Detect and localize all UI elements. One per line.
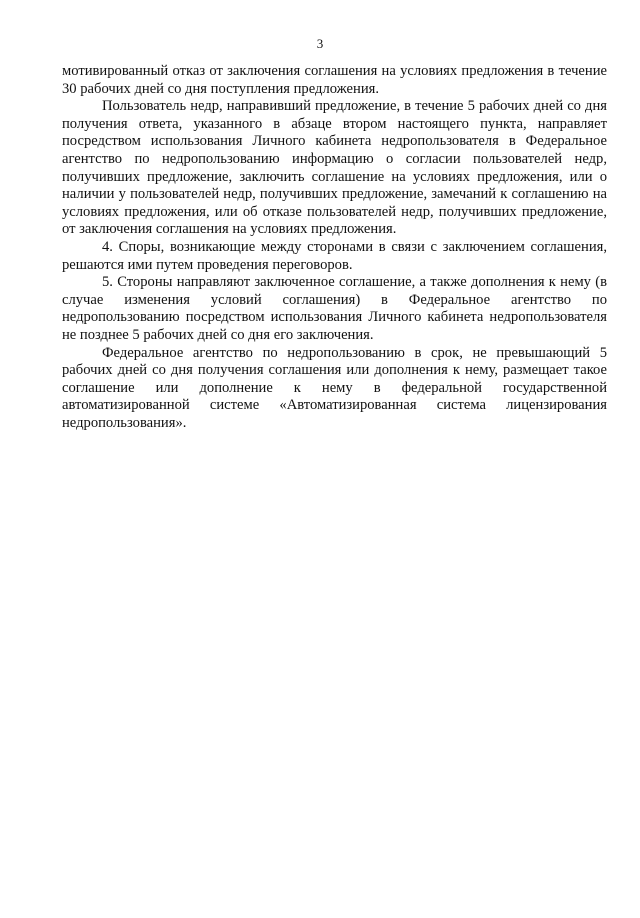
paragraph-item-4-disputes: 4. Споры, возникающие между сторонами в связи с заключением соглашения, решаются ими путем проведения переговоров. bbox=[62, 238, 607, 273]
paragraph-item-5-submission: 5. Стороны направляют заключенное соглашение, а также дополнения к нему (в случае изменения условий соглашения) в Федеральное агентство по недропользованию посредством использования Личного кабинета недропользователя не позднее 5 рабочих дней со дня его заключения. bbox=[62, 274, 607, 343]
paragraph-continuation: мотивированный отказ от заключения соглашения на условиях предложения в течение 30 рабочих дней со дня поступления предложения. bbox=[62, 63, 607, 97]
paragraph-agency-publication: Федеральное агентство по недропользованию в срок, не превышающий 5 рабочих дней со дня получения соглашения или дополнения к нему, размещает такое соглашение или дополнение к нему в федеральной государственной автоматизированной системе «Автоматизированная система лицензирования недропользования». bbox=[62, 344, 607, 431]
paragraph-user-response: Пользователь недр, направивший предложение, в течение 5 рабочих дней со дня получения ответа, указанного в абзаце втором настоящего пункта, направляет посредством использования Личного кабинета недропользователя в Федеральное агентство по недропользованию информацию о согласии пользователей недр, получивших предложение, заключить соглашение на условиях предложения, или о наличии у пользователей недр, получивших предложение, замечаний к соглашению на условиях предложения, или об отказе пользователей недр, получивших предложение, от заключения соглашения на условиях предложения. bbox=[62, 98, 607, 238]
page-number: 3 bbox=[316, 36, 324, 51]
document-body bbox=[62, 63, 607, 432]
